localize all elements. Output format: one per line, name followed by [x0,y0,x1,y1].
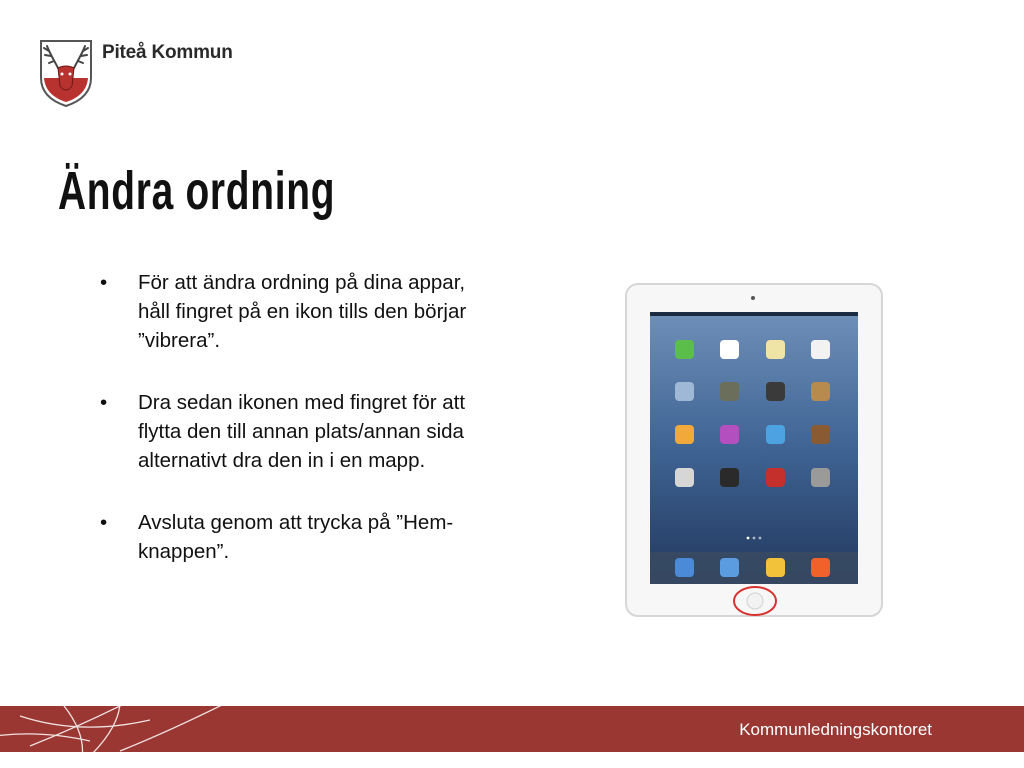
bullet-item [100,268,480,355]
bullet-item [100,388,480,475]
decorative-lines [0,706,260,752]
pitea-coat-of-arms-logo [38,38,94,108]
bullet-text: Dra sedan ikonen med fingret för att flytta den till annan plats/annan sida alternativt dra den in i en mapp. [138,391,466,472]
bullet-text: För att ändra ordning på dina appar, håll fingret på en ikon tills den börjar ”vibrera”. [138,271,467,352]
organization-name: Piteå Kommun [102,42,233,63]
bullet-marker: • [100,271,108,294]
bullet-list [100,268,480,599]
slide-title: Ändra ordning [58,161,336,221]
ipad-image [620,282,886,618]
bullet-item [100,508,480,566]
bullet-marker: • [100,511,108,534]
footer-department: Kommunledningskontoret [739,720,932,739]
bullet-marker: • [100,391,108,414]
home-button [747,593,763,609]
bullet-text: Avsluta genom att trycka på ”Hem-knappen”. [138,511,454,563]
footer-bar [0,706,1024,752]
